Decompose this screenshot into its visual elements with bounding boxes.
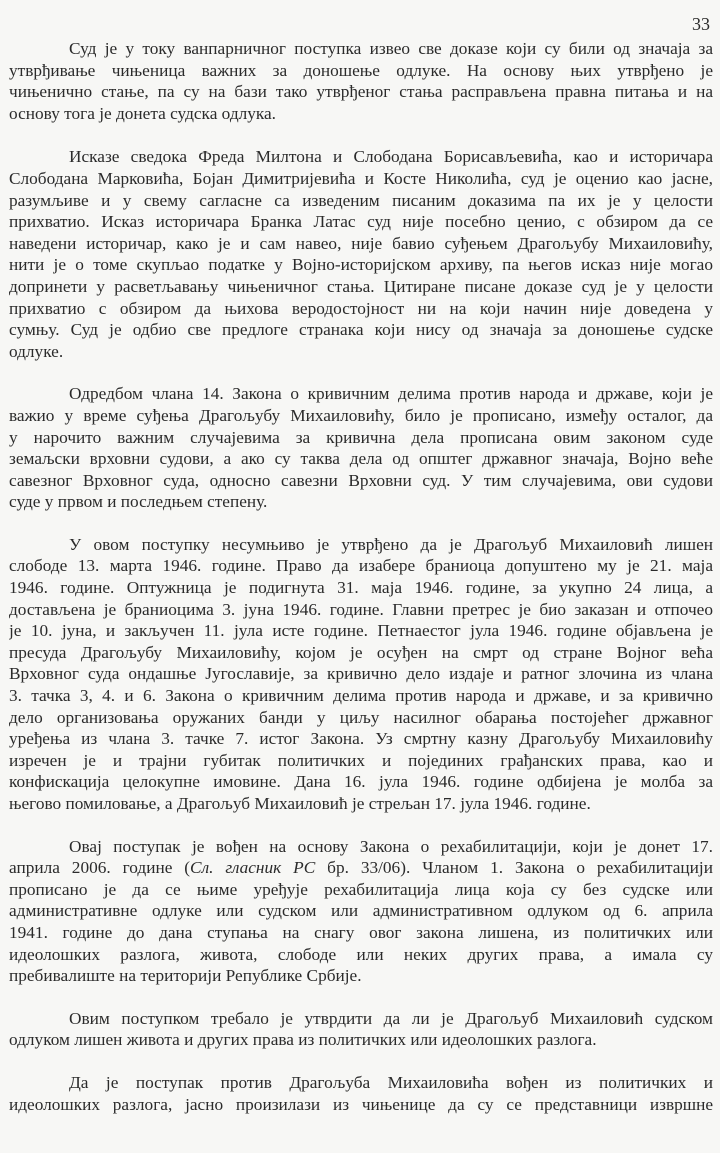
- paragraph: [9, 836, 713, 987]
- text-line: земаљски врховни судови, а ако су таква дела од општег државног значаја, Војно веће: [9, 449, 713, 469]
- text-line: одлуке.: [9, 341, 64, 361]
- text-line: Одредбом члана 14. Закона о кривичним делима против народа и државе, који је: [69, 384, 713, 404]
- text-line: 1941. године до дана ступања на снагу овог закона лишена, из политичких или: [9, 922, 713, 942]
- paragraph: [9, 38, 713, 124]
- text-line: чињенично стање, па су на бази тако утврђеног стања расправљена правна питања и на: [9, 82, 713, 102]
- text-line: административне одлуке или судском или административном одлуком од 6. априла: [9, 901, 713, 921]
- text-line: пресуда Драгољубу Михаиловићу, којом је осуђен на смрт од стране Војног већа: [9, 642, 713, 662]
- text-line: у нарочито важним случајевима за кривична дела прописана овим законом суде: [9, 427, 713, 447]
- text-line: наведени историчар, како је и сам навео, није бавио суђењем Драгољубу Михаиловићу,: [9, 233, 713, 253]
- text-line: дело организовања оружаних банди у циљу насилног обарања постојећег државног: [9, 707, 713, 727]
- text-line: конфискација целокупне имовине. Дана 16. јула 1946. године одбијена је молба за: [9, 772, 713, 792]
- paragraph: [9, 1008, 713, 1051]
- text-line: априла 2006. године (Сл. гласник РС бр. 33/06). Чланом 1. Закона о рехабилитацији: [9, 858, 713, 878]
- text-line: важио у време суђења Драгољубу Михаиловићу, било је прописано, између осталог, да: [9, 405, 713, 425]
- text-line: идеолошких разлога, јасно произилази из чињенице да су се представници извршне: [9, 1094, 713, 1114]
- text-line: основу тога је донета судска одлука.: [9, 103, 277, 123]
- text-line: прихватио с обзиром да њихова веродостојност ни на који начин није доведена у: [9, 298, 713, 318]
- paragraph: [9, 534, 713, 815]
- text-line: прописано је да се њиме уређује рехабилитација лица која су без судске или: [9, 879, 713, 899]
- text-line: утврђивање чињеница важних за доношење одлуке. На основу њих утврђено је: [9, 60, 713, 80]
- text-line: сумњу. Суд је одбио све предлоге странака који нису од значаја за доношење судске: [9, 320, 713, 340]
- text-line: Слободана Марковића, Бојан Димитријевића и Косте Николића, суд је оценио као јасне,: [9, 168, 713, 188]
- paragraph: [9, 383, 713, 513]
- text-line: уређења из члана 3. тачке 7. истог Закона. Уз смртну казну Драгољубу Михаиловићу: [9, 729, 713, 749]
- text-line: савезног Врховног суда, односно савезни Врховни суд. У тим случајевима, ови судови: [9, 470, 713, 490]
- text-line: У овом поступку несумњиво је утврђено да је Драгољуб Михаиловић лишен: [69, 534, 713, 554]
- text-line: одлуком лишен живота и других права из политичких или идеолошких разлога.: [9, 1030, 597, 1050]
- text-line: слободе 13. марта 1946. године. Право да изабере браниоца допуштено му је 21. маја: [9, 556, 713, 576]
- paragraph: [9, 1072, 713, 1115]
- text-line: пребивалиште на територији Републике Србије.: [9, 966, 362, 986]
- text-line: нити је о томе скупљао податке у Војно-историјском архиву, па његов исказ није могао: [9, 255, 713, 275]
- text-line: разумљиве и у свему сагласне са изведеним писаним доказима па их је у целости: [9, 190, 713, 210]
- text-line: 3. тачка 3, 4. и 6. Закона о кривичним делима против народа и државе, и за кривично: [9, 686, 713, 706]
- text-line: Овај поступак је вођен на основу Закона о рехабилитацији, који је донет 17.: [69, 836, 713, 856]
- page-number: 33: [692, 14, 710, 34]
- text-line: Исказе сведока Фреда Милтона и Слободана Борисављевића, као и историчара: [69, 147, 713, 167]
- text-line: идеолошких разлога, живота, слободе или неких других права, а имала су: [9, 944, 713, 964]
- italic-citation: Сл. гласник РС: [190, 858, 316, 878]
- paragraph: [9, 146, 713, 362]
- text-line: достављена је браниоцима 3. јуна 1946. године. Главни претрес је био заказан и отпочео: [9, 599, 713, 619]
- document-body: [9, 38, 713, 1115]
- text-line: допринети у расветљавању чињеничног стања. Цитиране писане доказе суд је у целости: [9, 276, 713, 296]
- text-line: Врховног суда ондашње Југославије, за кривично дело издаје и ратног злочина из члана: [9, 664, 713, 684]
- text-line: Суд је у току ванпарничног поступка извео све доказе који су били од значаја за: [69, 39, 713, 58]
- text-line: Да је поступак против Драгољуба Михаиловића вођен из политичких и: [69, 1072, 713, 1092]
- text-line: његово помиловање, а Драгољуб Михаиловић је стрељан 17. јула 1946. године.: [9, 794, 591, 813]
- text-line: 1946. године. Оптужница је подигнута 31. маја 1946. године, за укупно 24 лица, а: [9, 578, 713, 598]
- text-line: је 10. јуна, и закључен 11. јула исте године. Петнаестог јула 1946. године објављена је: [9, 621, 713, 641]
- text-line: Овим поступком требало је утврдити да ли је Драгољуб Михаиловић судском: [69, 1008, 713, 1028]
- text-line: изречен је и трајни губитак политичких и појединих грађанских права, као и: [9, 750, 713, 770]
- text-line: прихватио. Исказ историчара Бранка Латас суд није посебно ценио, с обзиром да се: [9, 212, 713, 232]
- text-line: суде у првом и последњем степену.: [9, 492, 268, 512]
